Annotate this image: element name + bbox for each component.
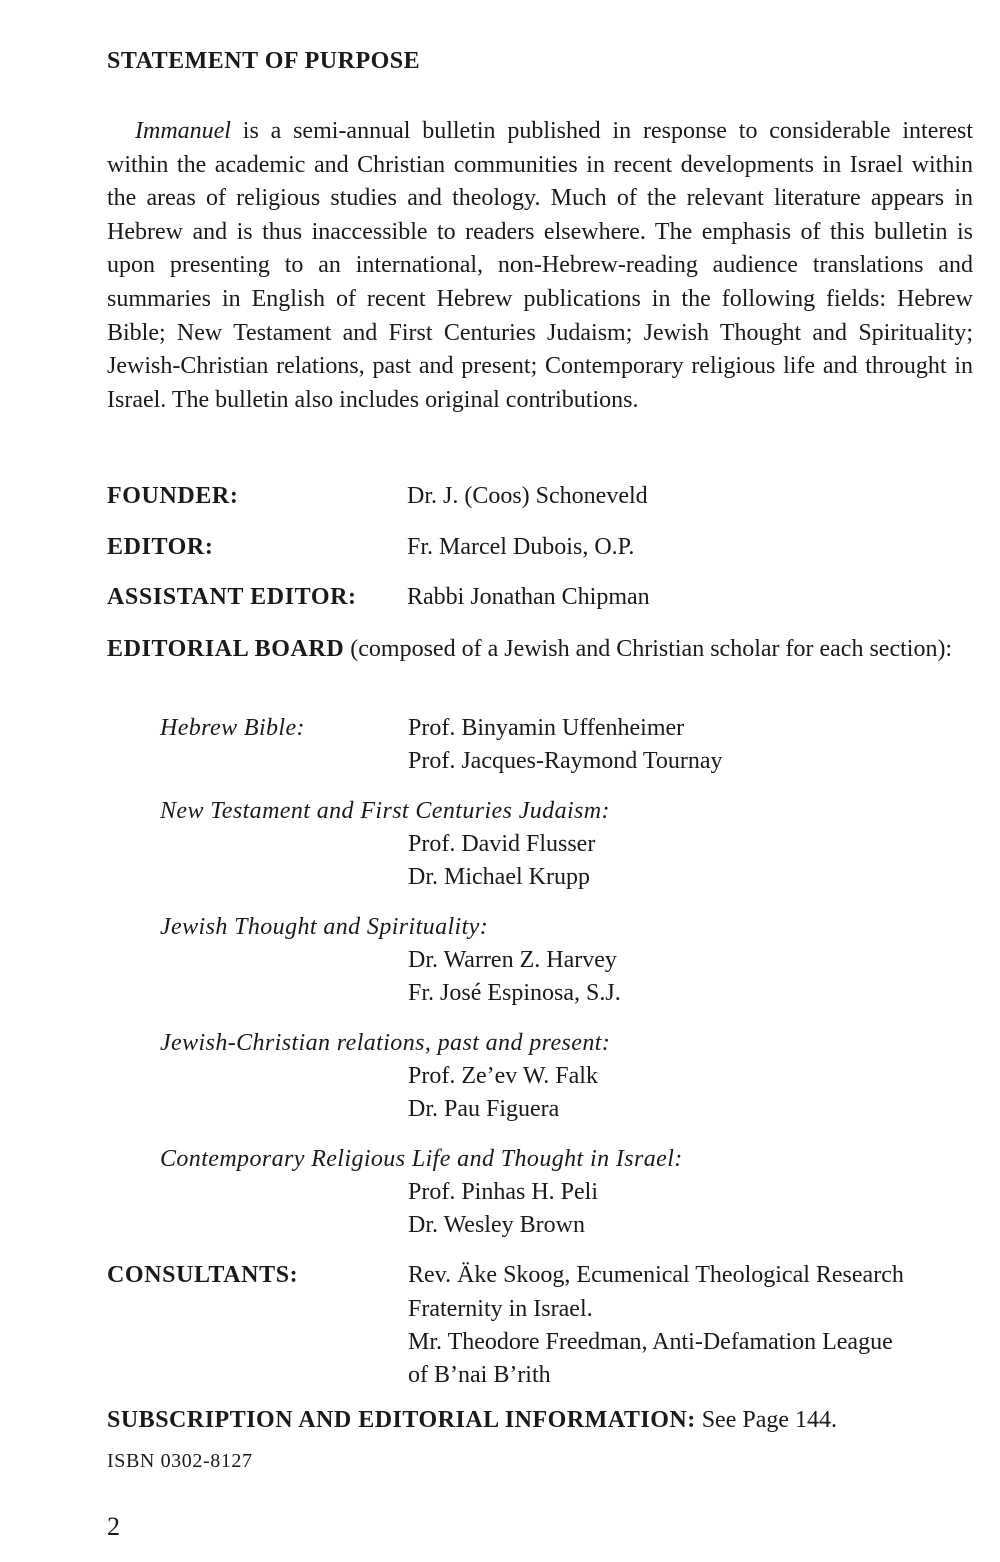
board-member: Prof. Binyamin Uffenheimer xyxy=(408,715,685,741)
board-member: Prof. Jacques-Raymond Tournay xyxy=(408,748,723,774)
editorial-board-note: (composed of a Jewish and Christian scholar for each section): xyxy=(344,636,953,662)
section-title: Jewish Thought and Spirituality: xyxy=(160,914,489,940)
assistant-editor-row xyxy=(107,584,650,611)
board-member: Prof. Pinhas H. Peli xyxy=(408,1179,599,1205)
consultant-line: Mr. Theodore Freedman, Anti-Defamation League xyxy=(408,1329,893,1355)
editor-label: EDITOR: xyxy=(107,534,214,560)
section-title: Contemporary Religious Life and Thought in Israel: xyxy=(160,1146,683,1172)
subscription-label: SUBSCRIPTION AND EDITORIAL INFORMATION: xyxy=(107,1407,696,1433)
founder-row xyxy=(107,483,648,510)
page-number: 2 xyxy=(107,1512,120,1541)
statement-text: is a semi-annual bulletin published in response to considerable interest within the academic and Christian communities in recent developments in Israel within the areas of religious studies and theology. Much of the relevant literature appears in Hebrew and is thus inaccessible to readers elsewhere. The emphasis of this bulletin is upon presenting to an international, non-Hebrew-reading audience translations and summaries in English of recent Hebrew publications in the following fields: Hebrew Bible; New Testament and First Centuries Judaism; Jewish Thought and Spirituality; Jewish-Christian relations, past and present; Contemporary religious life and throught in Israel. The bulletin also includes original contributions. xyxy=(107,118,973,413)
publication-title: Immanuel xyxy=(135,118,231,144)
subscription-info xyxy=(107,1407,837,1434)
assistant-editor-label: ASSISTANT EDITOR: xyxy=(107,584,357,610)
board-member: Fr. José Espinosa, S.J. xyxy=(408,980,621,1006)
board-member: Prof. David Flusser xyxy=(408,831,596,857)
board-member: Dr. Wesley Brown xyxy=(408,1212,585,1238)
board-member: Dr. Michael Krupp xyxy=(408,864,590,890)
assistant-editor-name: Rabbi Jonathan Chipman xyxy=(407,584,650,610)
editorial-board-intro xyxy=(107,633,973,667)
founder-label: FOUNDER: xyxy=(107,483,239,509)
consultant-line: Fraternity in Israel. xyxy=(408,1296,593,1322)
consultant-line: of B’nai B’rith xyxy=(408,1362,551,1388)
subscription-text: See Page 144. xyxy=(695,1407,838,1433)
editor-name: Fr. Marcel Dubois, O.P. xyxy=(407,534,635,560)
consultants-label: CONSULTANTS: xyxy=(107,1262,299,1288)
page-heading: STATEMENT OF PURPOSE xyxy=(107,48,421,74)
board-member: Dr. Pau Figuera xyxy=(408,1096,560,1122)
consultant-line: Rev. Äke Skoog, Ecumenical Theological Research xyxy=(408,1262,904,1288)
board-member: Dr. Warren Z. Harvey xyxy=(408,947,617,973)
editor-row xyxy=(107,534,635,561)
section-title: Jewish-Christian relations, past and present: xyxy=(160,1030,611,1056)
editorial-board-label: EDITORIAL BOARD xyxy=(107,636,345,662)
statement-paragraph xyxy=(107,115,973,417)
board-member: Prof. Ze’ev W. Falk xyxy=(408,1063,598,1089)
founder-name: Dr. J. (Coos) Schoneveld xyxy=(407,483,648,509)
section-title: New Testament and First Centuries Judaism: xyxy=(160,798,610,824)
section-title: Hebrew Bible: xyxy=(160,715,305,741)
isbn: ISBN 0302-8127 xyxy=(107,1450,253,1472)
